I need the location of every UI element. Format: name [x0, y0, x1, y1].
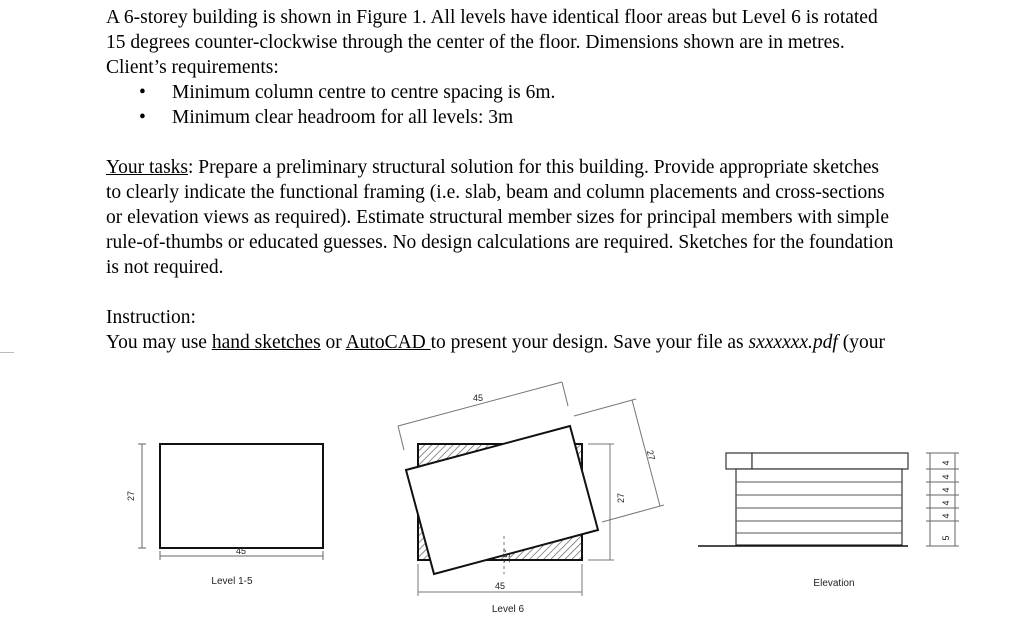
- storey-height-label: 4: [941, 460, 951, 466]
- tasks-paragraph: [106, 155, 996, 280]
- storey-height-label: 4: [941, 500, 951, 506]
- level15-height-dim: 27: [126, 490, 136, 502]
- intro-paragraph: [106, 5, 996, 80]
- intro-line-2: 15 degrees counter-clockwise through the center of the floor. Dimensions shown are in metres.: [106, 32, 845, 53]
- tasks-label: Your tasks: [106, 157, 188, 178]
- document-body: [106, 5, 996, 355]
- storey-height-label: 4: [941, 513, 951, 519]
- storey-height-label: 4: [941, 474, 951, 480]
- requirement-item: • Minimum column centre to centre spacing is 6m.: [106, 80, 996, 105]
- tasks-line: or elevation views as required). Estimate structural member sizes for principal members with simple: [106, 207, 890, 228]
- level15-width-dim: 45: [235, 546, 247, 556]
- intro-line-1: A 6-storey building is shown in Figure 1. All levels have identical floor areas but Level 6 is rotated: [106, 7, 878, 28]
- level6-top-dim: 45: [472, 393, 484, 403]
- instruction-prefix: You may use: [106, 332, 212, 353]
- level6-angle: 15°: [502, 549, 512, 563]
- figure-1: [0, 360, 1024, 641]
- elevation-view: [698, 453, 959, 589]
- level6-side-dim: 27: [616, 492, 626, 504]
- storey-height-label: 4: [941, 487, 951, 493]
- elevation-caption: Elevation: [813, 578, 855, 589]
- level15-caption: Level 1-5: [211, 576, 253, 587]
- instruction-after: to present your design. Save your file as: [430, 332, 749, 353]
- instruction-paragraph: [106, 305, 996, 355]
- filename-text: sxxxxxx.pdf: [748, 332, 838, 353]
- tasks-line: to clearly indicate the functional framing (i.e. slab, beam and column placements and cross-sections: [106, 182, 885, 203]
- storey-height-label: 5: [941, 535, 951, 541]
- instruction-suffix: (your: [837, 332, 885, 353]
- level6-caption: Level 6: [491, 604, 525, 615]
- figure-divider: [0, 352, 14, 353]
- level-6-plan: [398, 382, 664, 615]
- tasks-line: rule-of-thumbs or educated guesses. No design calculations are required. Sketches for the foundation: [106, 232, 894, 253]
- hand-sketches-link[interactable]: hand sketches: [211, 332, 321, 353]
- requirement-item: • Minimum clear headroom for all levels: 3m: [106, 105, 996, 130]
- requirements-list: [106, 80, 996, 130]
- tasks-line: is not required.: [106, 257, 224, 278]
- tasks-line: : Prepare a preliminary structural solution for this building. Provide appropriate sketches: [188, 157, 879, 178]
- autocad-link[interactable]: AutoCAD: [345, 332, 431, 353]
- level-1-5-plan: [126, 444, 323, 587]
- level6-right-dim: 27: [644, 449, 658, 462]
- requirements-heading: Client’s requirements:: [106, 57, 279, 78]
- level6-bottom-dim: 45: [494, 581, 506, 591]
- instruction-heading: Instruction:: [106, 307, 196, 328]
- instruction-mid: or: [320, 332, 346, 353]
